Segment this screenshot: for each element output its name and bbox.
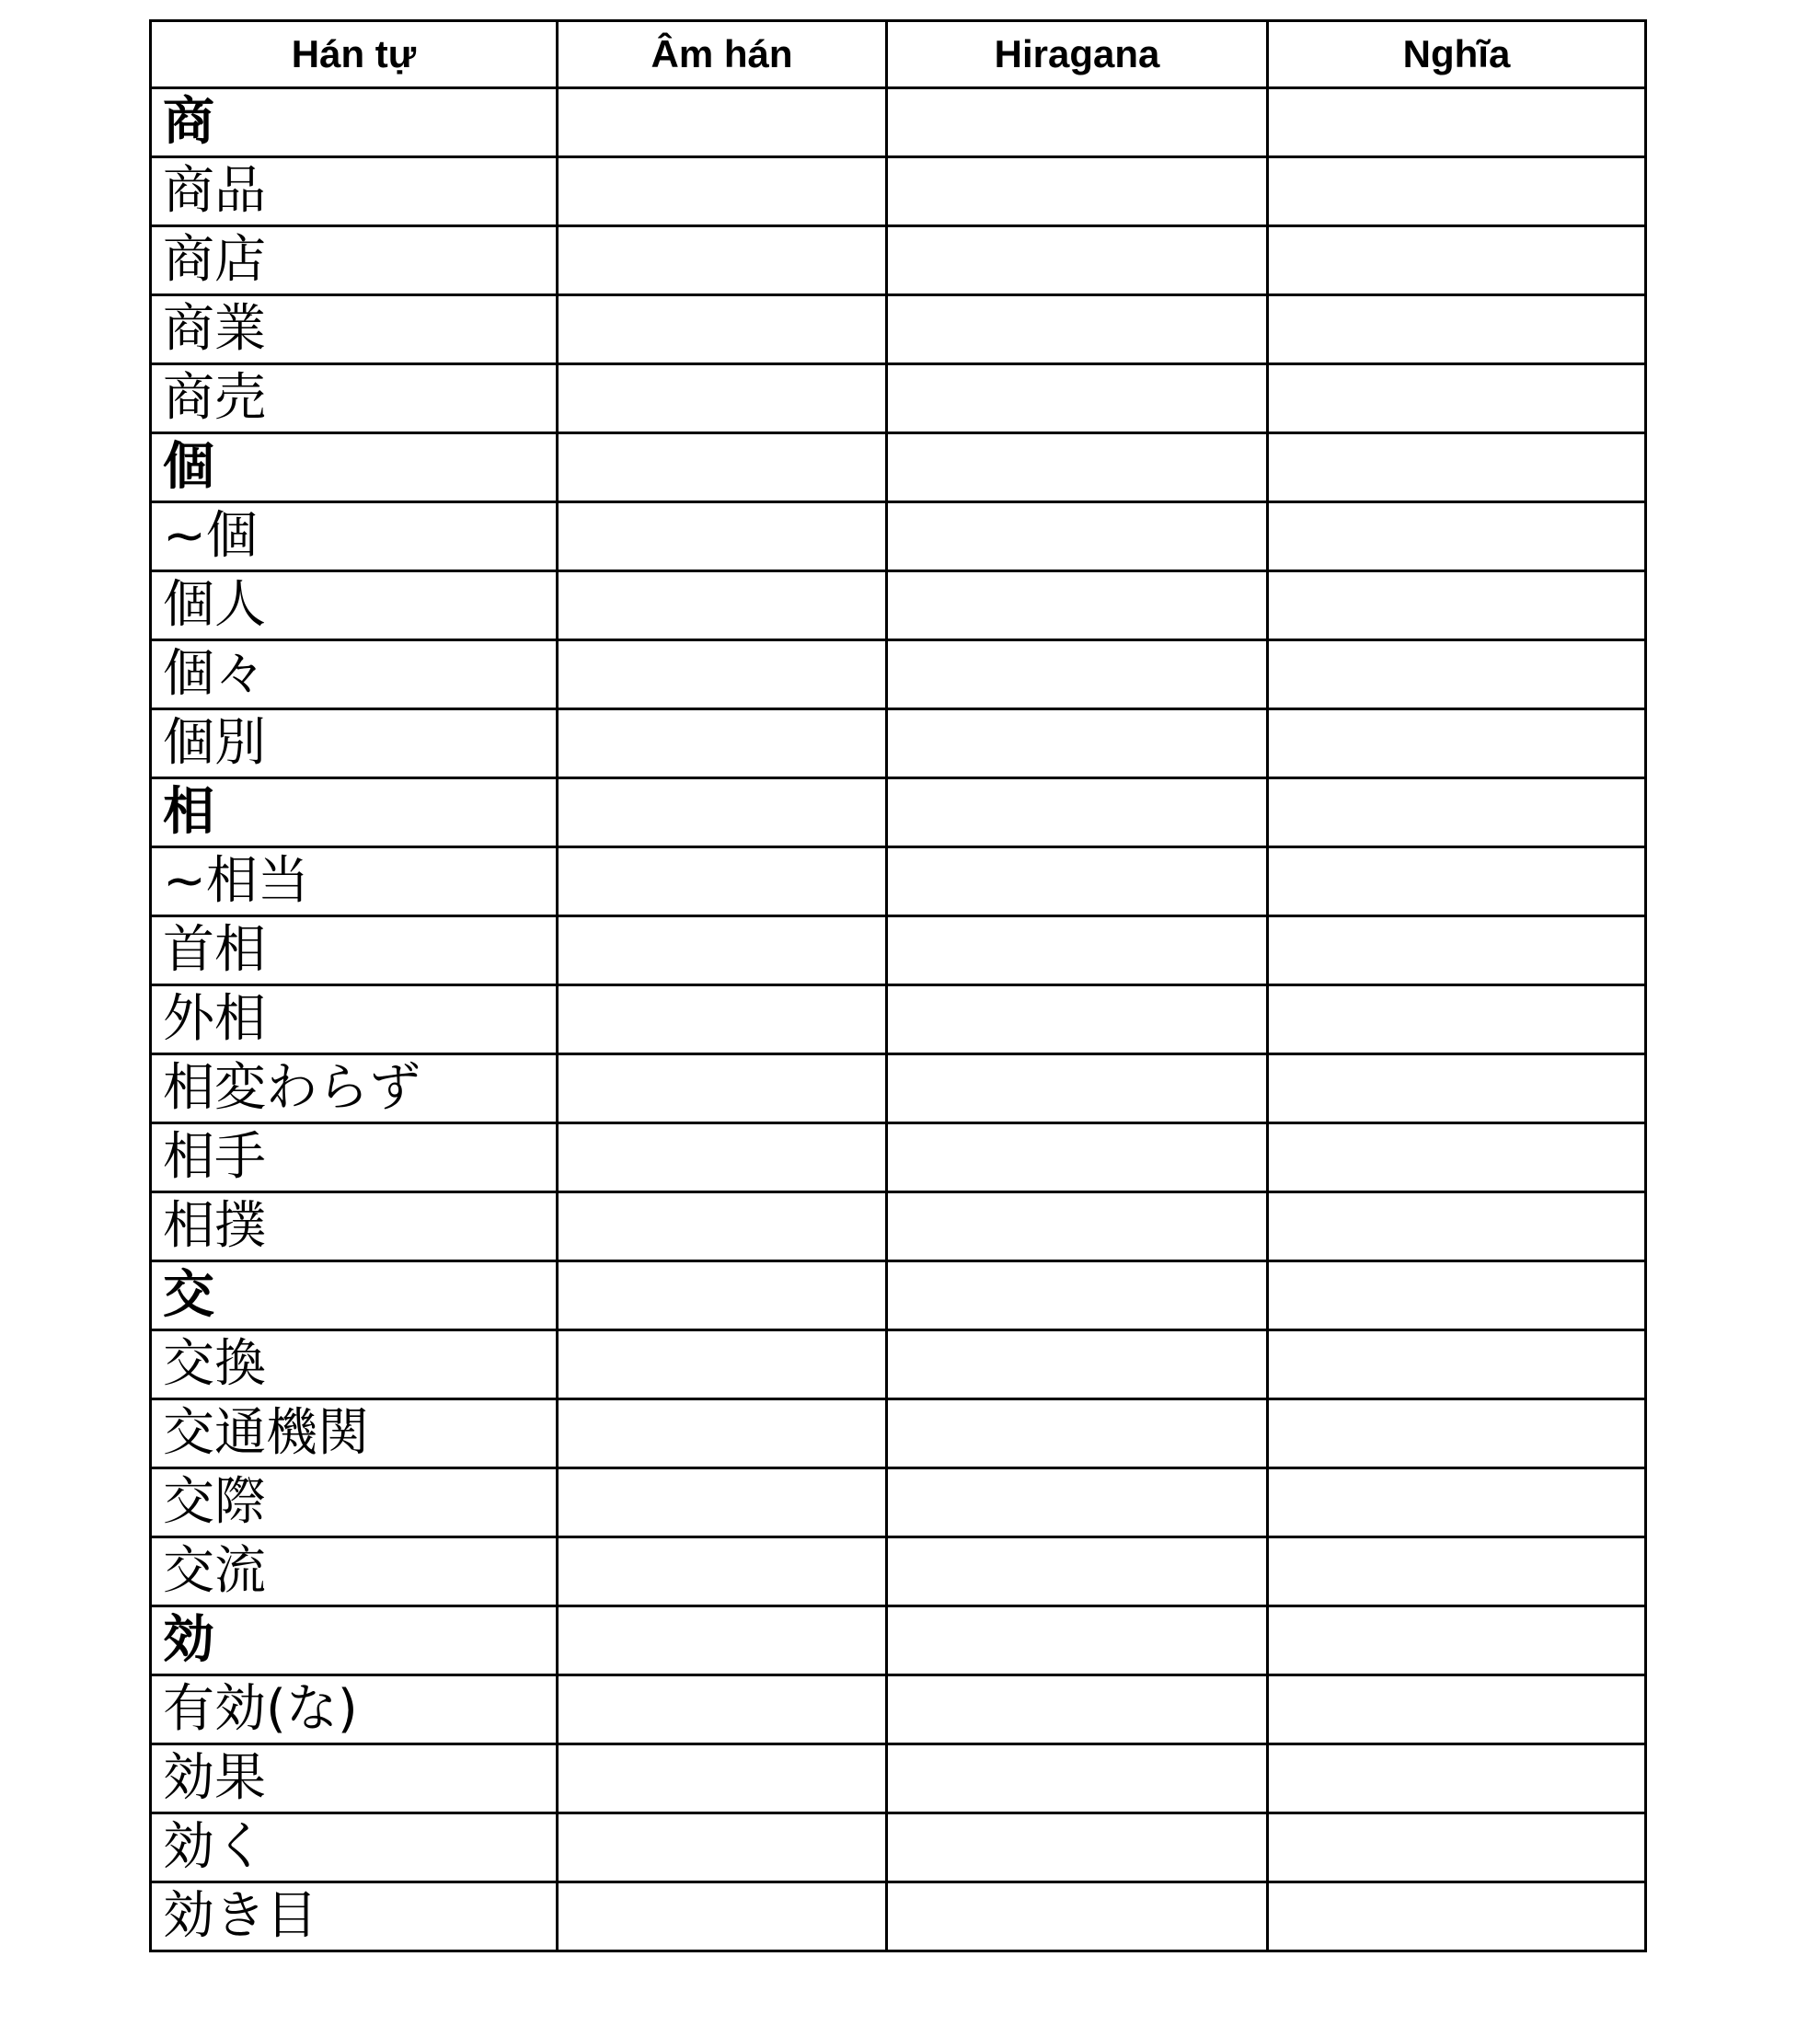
sino-vietnamese-cell[interactable] [558, 1261, 887, 1330]
hiragana-cell[interactable] [887, 1744, 1268, 1813]
meaning-cell[interactable] [1268, 709, 1646, 778]
meaning-cell[interactable] [1268, 1813, 1646, 1882]
sino-vietnamese-cell[interactable] [558, 1399, 887, 1468]
hiragana-cell[interactable] [887, 1399, 1268, 1468]
table-row [151, 1537, 1646, 1606]
table-row [151, 433, 1646, 502]
meaning-cell[interactable] [1268, 916, 1646, 985]
hiragana-cell[interactable] [887, 571, 1268, 640]
meaning-cell[interactable] [1268, 433, 1646, 502]
table-row [151, 985, 1646, 1054]
table-row [151, 1675, 1646, 1744]
kanji-term-cell: 交通機関 [151, 1399, 558, 1468]
kanji-term-cell: 効き目 [151, 1882, 558, 1951]
vocabulary-table [149, 19, 1647, 1952]
meaning-cell[interactable] [1268, 985, 1646, 1054]
table-row [151, 502, 1646, 571]
hiragana-cell[interactable] [887, 157, 1268, 226]
hiragana-cell[interactable] [887, 502, 1268, 571]
meaning-cell[interactable] [1268, 364, 1646, 433]
sino-vietnamese-cell[interactable] [558, 88, 887, 157]
kanji-term-cell: 個人 [151, 571, 558, 640]
meaning-cell[interactable] [1268, 1606, 1646, 1675]
kanji-term-cell: 商店 [151, 226, 558, 295]
sino-vietnamese-cell[interactable] [558, 847, 887, 916]
kanji-term-cell: 相 [151, 778, 558, 847]
kanji-term-cell: 交流 [151, 1537, 558, 1606]
hiragana-cell[interactable] [887, 1330, 1268, 1399]
sino-vietnamese-cell[interactable] [558, 1123, 887, 1192]
hiragana-cell[interactable] [887, 1123, 1268, 1192]
meaning-cell[interactable] [1268, 1261, 1646, 1330]
table-row [151, 1744, 1646, 1813]
table-row [151, 709, 1646, 778]
table-row [151, 1123, 1646, 1192]
meaning-cell[interactable] [1268, 226, 1646, 295]
header-row [151, 21, 1646, 88]
hiragana-cell[interactable] [887, 1054, 1268, 1123]
meaning-cell[interactable] [1268, 1399, 1646, 1468]
kanji-term-cell: 個別 [151, 709, 558, 778]
table-row [151, 778, 1646, 847]
table-row [151, 226, 1646, 295]
table-row [151, 1399, 1646, 1468]
table-row [151, 1330, 1646, 1399]
sino-vietnamese-cell[interactable] [558, 1675, 887, 1744]
hiragana-cell[interactable] [887, 1882, 1268, 1951]
meaning-cell[interactable] [1268, 1330, 1646, 1399]
kanji-term-cell: 外相 [151, 985, 558, 1054]
kanji-term-cell: 効く [151, 1813, 558, 1882]
hiragana-cell[interactable] [887, 709, 1268, 778]
kanji-term-cell: 相手 [151, 1123, 558, 1192]
kanji-term-cell: 商 [151, 88, 558, 157]
meaning-cell[interactable] [1268, 1192, 1646, 1261]
kanji-term-cell: 有効(な) [151, 1675, 558, 1744]
header-meaning: Nghĩa [1268, 21, 1646, 88]
kanji-term-cell: 交際 [151, 1468, 558, 1537]
hiragana-cell[interactable] [887, 1192, 1268, 1261]
sino-vietnamese-cell[interactable] [558, 1744, 887, 1813]
meaning-cell[interactable] [1268, 1744, 1646, 1813]
table-row [151, 1468, 1646, 1537]
kanji-term-cell: 効果 [151, 1744, 558, 1813]
table-row [151, 847, 1646, 916]
kanji-term-cell: ~相当 [151, 847, 558, 916]
sino-vietnamese-cell[interactable] [558, 364, 887, 433]
meaning-cell[interactable] [1268, 571, 1646, 640]
hiragana-cell[interactable] [887, 364, 1268, 433]
header-hiragana: Hiragana [887, 21, 1268, 88]
hiragana-cell[interactable] [887, 226, 1268, 295]
sino-vietnamese-cell[interactable] [558, 571, 887, 640]
sino-vietnamese-cell[interactable] [558, 157, 887, 226]
table-row [151, 1192, 1646, 1261]
table-row [151, 364, 1646, 433]
meaning-cell[interactable] [1268, 778, 1646, 847]
sino-vietnamese-cell[interactable] [558, 709, 887, 778]
kanji-term-cell: 効 [151, 1606, 558, 1675]
meaning-cell[interactable] [1268, 1675, 1646, 1744]
hiragana-cell[interactable] [887, 1537, 1268, 1606]
table-row [151, 640, 1646, 709]
sino-vietnamese-cell[interactable] [558, 1606, 887, 1675]
hiragana-cell[interactable] [887, 916, 1268, 985]
meaning-cell[interactable] [1268, 295, 1646, 364]
table-row [151, 1813, 1646, 1882]
table-row [151, 1054, 1646, 1123]
kanji-term-cell: 個 [151, 433, 558, 502]
hiragana-cell[interactable] [887, 1675, 1268, 1744]
table-row [151, 571, 1646, 640]
sino-vietnamese-cell[interactable] [558, 502, 887, 571]
sino-vietnamese-cell[interactable] [558, 1330, 887, 1399]
sino-vietnamese-cell[interactable] [558, 1468, 887, 1537]
hiragana-cell[interactable] [887, 1468, 1268, 1537]
hiragana-cell[interactable] [887, 433, 1268, 502]
table-row [151, 1261, 1646, 1330]
hiragana-cell[interactable] [887, 985, 1268, 1054]
sino-vietnamese-cell[interactable] [558, 1054, 887, 1123]
hiragana-cell[interactable] [887, 778, 1268, 847]
sino-vietnamese-cell[interactable] [558, 226, 887, 295]
sino-vietnamese-cell[interactable] [558, 916, 887, 985]
kanji-term-cell: 商品 [151, 157, 558, 226]
meaning-cell[interactable] [1268, 1537, 1646, 1606]
table-row [151, 157, 1646, 226]
hiragana-cell[interactable] [887, 88, 1268, 157]
meaning-cell[interactable] [1268, 1123, 1646, 1192]
sino-vietnamese-cell[interactable] [558, 433, 887, 502]
sino-vietnamese-cell[interactable] [558, 1813, 887, 1882]
meaning-cell[interactable] [1268, 502, 1646, 571]
hiragana-cell[interactable] [887, 1261, 1268, 1330]
hiragana-cell[interactable] [887, 847, 1268, 916]
kanji-term-cell: 交 [151, 1261, 558, 1330]
table-row [151, 916, 1646, 985]
meaning-cell[interactable] [1268, 847, 1646, 916]
kanji-term-cell: 商売 [151, 364, 558, 433]
kanji-term-cell: 首相 [151, 916, 558, 985]
meaning-cell[interactable] [1268, 1054, 1646, 1123]
meaning-cell[interactable] [1268, 1882, 1646, 1951]
sino-vietnamese-cell[interactable] [558, 778, 887, 847]
kanji-term-cell: 交換 [151, 1330, 558, 1399]
table-row [151, 88, 1646, 157]
kanji-term-cell: 相変わらず [151, 1054, 558, 1123]
sino-vietnamese-cell[interactable] [558, 295, 887, 364]
hiragana-cell[interactable] [887, 640, 1268, 709]
meaning-cell[interactable] [1268, 1468, 1646, 1537]
kanji-term-cell: 商業 [151, 295, 558, 364]
kanji-term-cell: 相撲 [151, 1192, 558, 1261]
table-row [151, 295, 1646, 364]
table-row [151, 1606, 1646, 1675]
meaning-cell[interactable] [1268, 640, 1646, 709]
sino-vietnamese-cell[interactable] [558, 1192, 887, 1261]
sino-vietnamese-cell[interactable] [558, 1537, 887, 1606]
hiragana-cell[interactable] [887, 1606, 1268, 1675]
table-row [151, 1882, 1646, 1951]
kanji-term-cell: 個々 [151, 640, 558, 709]
meaning-cell[interactable] [1268, 157, 1646, 226]
sino-vietnamese-cell[interactable] [558, 1882, 887, 1951]
kanji-term-cell: ~個 [151, 502, 558, 571]
header-sino-vietnamese: Âm hán [558, 21, 887, 88]
hiragana-cell[interactable] [887, 1813, 1268, 1882]
sino-vietnamese-cell[interactable] [558, 985, 887, 1054]
header-kanji: Hán tự [151, 21, 558, 88]
meaning-cell[interactable] [1268, 88, 1646, 157]
hiragana-cell[interactable] [887, 295, 1268, 364]
sino-vietnamese-cell[interactable] [558, 640, 887, 709]
